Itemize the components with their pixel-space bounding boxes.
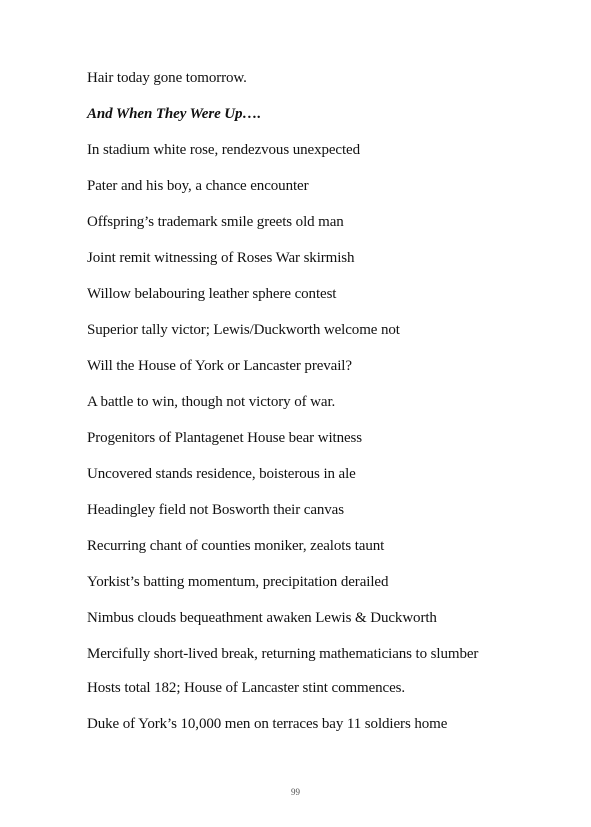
poem-line: Duke of York’s 10,000 men on terraces bay 11 soldiers home — [87, 716, 448, 732]
poem-line: Hair today gone tomorrow. — [87, 70, 247, 86]
poem-line: In stadium white rose, rendezvous unexpected — [87, 142, 361, 158]
poem-line: Uncovered stands residence, boisterous in ale — [87, 466, 356, 482]
poem-line: Pater and his boy, a chance encounter — [87, 178, 309, 194]
poem-line: Superior tally victor; Lewis/Duckworth welcome not — [87, 322, 400, 338]
poem-line: Yorkist’s batting momentum, precipitation derailed — [87, 574, 389, 590]
poem-body — [87, 68, 505, 750]
poem-line: Willow belabouring leather sphere contest — [87, 286, 337, 302]
poem-line: A battle to win, though not victory of war. — [87, 394, 336, 410]
poem-line: Headingley field not Bosworth their canvas — [87, 502, 344, 518]
poem-line: Mercifully short-lived break, returning mathematicians to slumber — [87, 646, 479, 662]
page-number: 99 — [291, 787, 300, 797]
poem-line: Nimbus clouds bequeathment awaken Lewis & Duckworth — [87, 610, 437, 626]
poem-line: Progenitors of Plantagenet House bear witness — [87, 430, 363, 446]
section-heading: And When They Were Up…. — [87, 106, 261, 122]
poem-line: Hosts total 182; House of Lancaster stint commences. — [87, 680, 406, 696]
poem-line: Will the House of York or Lancaster prevail? — [87, 358, 352, 374]
poem-line: Offspring’s trademark smile greets old man — [87, 214, 344, 230]
poem-line: Joint remit witnessing of Roses War skirmish — [87, 250, 355, 266]
poem-line: Recurring chant of counties moniker, zealots taunt — [87, 538, 385, 554]
